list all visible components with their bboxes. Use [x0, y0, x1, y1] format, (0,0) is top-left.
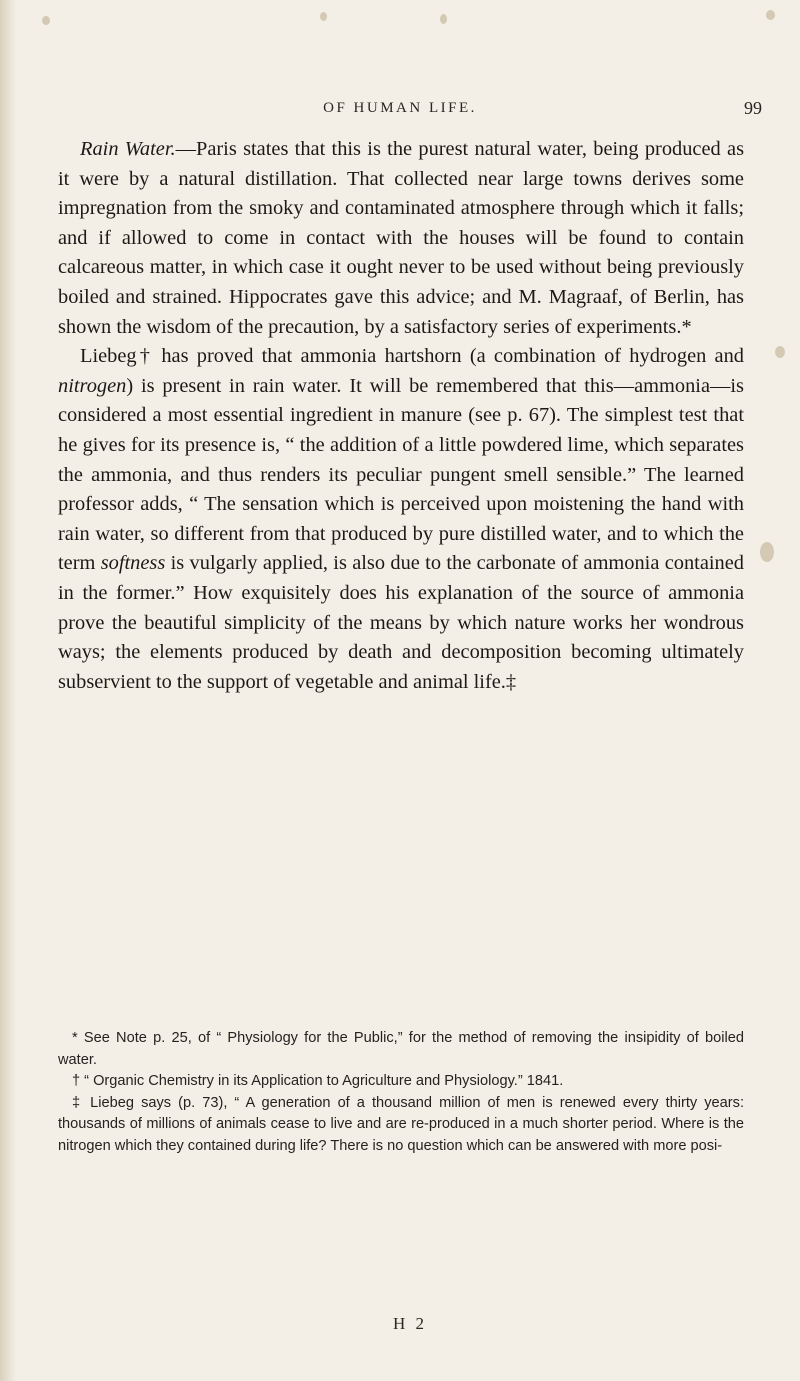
footnotes — [58, 1028, 744, 1157]
left-page-edge — [0, 0, 16, 1381]
running-header: OF HUMAN LIFE. — [323, 100, 477, 116]
paragraph-text: Liebeg† has proved that ammonia hartshorn (a combination of hydrogen and — [80, 345, 744, 368]
foxing-spot — [766, 10, 775, 20]
section-lead: Rain Water. — [80, 138, 176, 160]
body-text — [58, 135, 744, 697]
foxing-spot — [320, 12, 327, 21]
foxing-spot — [42, 16, 50, 25]
foxing-spot — [775, 346, 785, 358]
paragraph-ammonia — [58, 342, 744, 697]
paragraph-text: ) is present in rain water. It will be remembered that this—ammonia—is considered a most essential ingredient in manure (see p. 67). The simplest test that he gives for its presence is, “ the addition of a little powdered lime, which separates the ammonia, and thus renders its peculiar pungent smell sensible.” The learned professor adds, “ The sensation which is perceived upon moistening the hand with rain water, so different from that produced by pure distilled water, and to which the term — [58, 374, 744, 575]
footnote: * See Note p. 25, of “ Physiology for the Public,” for the method of removing the insipidity of boiled water. — [58, 1030, 744, 1068]
italic-term: softness — [100, 552, 166, 575]
page-number: 99 — [744, 98, 762, 118]
foxing-spot — [760, 542, 774, 562]
paragraph-rain-water — [58, 135, 744, 342]
footnote: † “ Organic Chemistry in its Application to Agriculture and Physiology.” 1841. — [72, 1073, 564, 1089]
footnote: ‡ Liebeg says (p. 73), “ A generation of a thousand million of men is renewed every thirty years: thousands of millions of animals cease to live and are re-produced in a much shorter period. Where is the nitrogen which they contained during life? There is no question which can be answered with more posi- — [58, 1094, 744, 1154]
foxing-spot — [440, 14, 447, 24]
italic-term: nitrogen — [58, 374, 127, 397]
paragraph-text: is vulgarly applied, is also due to the carbonate of ammonia contained in the former.” How exquisitely does his explanation of the source of ammonia prove the beautiful simplicity of the means by which nature works her wondrous ways; the elements produced by death and decomposition becoming ultimately subservient to the support of vegetable and animal life.‡ — [58, 552, 744, 693]
signature-mark: H 2 — [393, 1314, 428, 1333]
paragraph-text: —Paris states that this is the purest natural water, being produced as it were by a natural distillation. That collected near large towns derives some impregnation from the smoky and contaminated atmosphere through which it falls; and if allowed to come in contact with the houses will be found to contain calcareous matter, in which case it ought never to be used without being previously boiled and strained. Hippocrates gave this advice; and M. Magraaf, of Berlin, has shown the wisdom of the precaution, by a satisfactory series of experiments.* — [58, 138, 744, 338]
